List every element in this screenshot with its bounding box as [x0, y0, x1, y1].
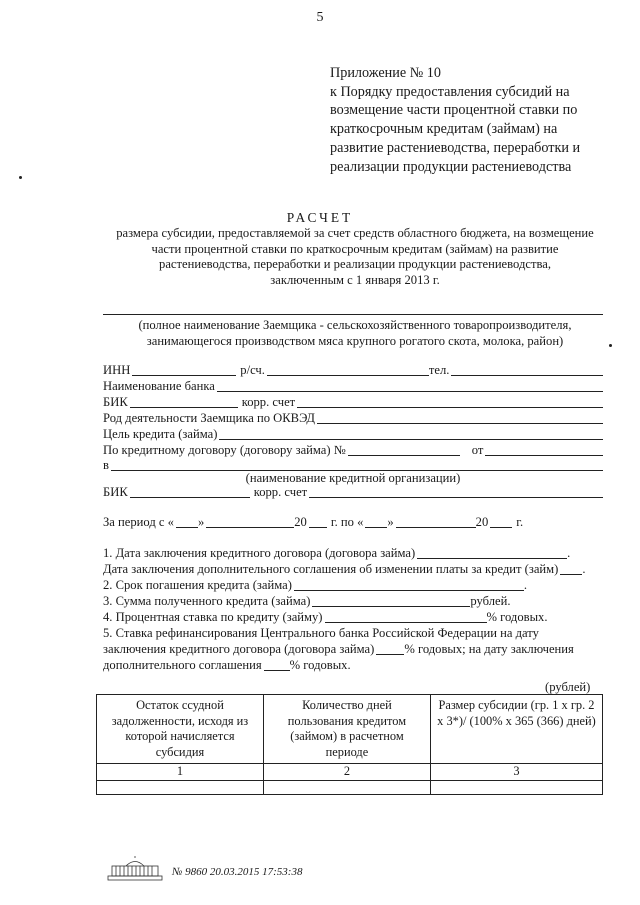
row-item5-line1	[103, 625, 603, 641]
table-header-row	[97, 695, 603, 764]
item2-end: .	[523, 577, 528, 592]
borrower-name-field[interactable]	[103, 314, 603, 315]
item4-label: 4. Процентная ставка по кредиту (займу)	[103, 609, 323, 624]
corr-account-label: корр. счет	[241, 394, 296, 409]
corr-account2-field[interactable]	[309, 484, 603, 498]
loan-purpose-label: Цель кредита (займа)	[103, 426, 218, 441]
appendix-line: краткосрочным кредитам (займам) на	[330, 121, 558, 138]
item1-end: .	[567, 545, 571, 560]
item1-field[interactable]	[417, 545, 567, 559]
item5-label-d: % годовых.	[289, 657, 351, 672]
item2-field[interactable]	[294, 577, 524, 591]
row-item5-line2	[103, 641, 603, 657]
item3-field[interactable]	[312, 593, 470, 607]
phone-field[interactable]	[451, 362, 603, 376]
table-header-cell: Размер субсидии (гр. 1 х гр. 2 х 3*)/ (100% х 365 (366) дней)	[430, 695, 602, 764]
row-item2	[103, 577, 603, 593]
item1b-label: Дата заключения дополнительного соглашения об изменении платы за кредит (займ)	[103, 561, 559, 576]
credit-org-field[interactable]	[111, 457, 603, 471]
table-unit: (рублей)	[545, 680, 591, 694]
period-start-day-field[interactable]	[176, 514, 198, 528]
building-stamp-icon	[106, 856, 164, 882]
period-end-label: г.	[516, 514, 524, 529]
item5-label-b: % годовых; на дату заключения	[404, 641, 574, 656]
table-number-cell: 2	[263, 764, 430, 781]
bik2-label: БИК	[103, 484, 128, 499]
period-quote: »	[197, 514, 205, 529]
loan-purpose-field[interactable]	[219, 426, 603, 440]
item4-end: % годовых.	[486, 609, 548, 624]
note-line: (полное наименование Заемщика - сельскохозяйственного товаропроизводителя,	[138, 318, 572, 332]
row-item5-line3	[103, 657, 603, 673]
item5-refinance-rate-field[interactable]	[376, 641, 404, 655]
row-period	[103, 514, 603, 530]
loan-contract-date-field[interactable]	[485, 442, 603, 456]
account-label: р/сч.	[240, 362, 265, 377]
subtitle-line: размера субсидии, предоставляемой за счет средств областного бюджета, на возмещение	[116, 226, 594, 240]
row-inn	[103, 362, 603, 378]
in-label: в	[103, 457, 109, 472]
page-number: 5	[316, 10, 324, 25]
bank-name-label: Наименование банка	[103, 378, 215, 393]
inn-field[interactable]	[132, 362, 236, 376]
corr-account2-label: корр. счет	[253, 484, 308, 499]
calculation-subtitle	[95, 226, 615, 289]
row-item4	[103, 609, 603, 625]
period-end-month-field[interactable]	[396, 514, 476, 528]
row-contract	[103, 442, 603, 458]
document-registration-number: № 9860 20.03.2015 17:53:38	[172, 866, 303, 878]
appendix-title: Приложение № 10	[330, 65, 441, 81]
credit-org-note: (наименование кредитной организации)	[245, 471, 461, 485]
table-number-cell: 3	[430, 764, 602, 781]
subtitle-line: заключенным с 1 января 2013 г.	[270, 273, 440, 288]
borrower-name-note	[95, 318, 615, 349]
period-label: За период с «	[103, 514, 174, 529]
phone-label: тел.	[428, 362, 450, 377]
table-header-cell: Остаток ссудной задолженности, исходя из которой начисляется субсидия	[97, 695, 264, 764]
period-start-year-field[interactable]	[309, 514, 327, 528]
row-purpose	[103, 426, 603, 442]
item3-label: 3. Сумма полученного кредита (займа)	[103, 593, 311, 608]
scan-dot	[19, 176, 22, 179]
appendix-line: реализации продукции растениеводства	[330, 158, 572, 175]
item1b-end: .	[582, 561, 586, 576]
item2-label: 2. Срок погашения кредита (займа)	[103, 577, 292, 592]
item1b-field[interactable]	[560, 561, 582, 575]
account-field[interactable]	[267, 362, 429, 376]
note-line: занимающегося производством мяса крупного рогатого скота, молока, район)	[146, 333, 564, 348]
inn-label: ИНН	[103, 362, 131, 377]
period-mid-label: г. по «	[330, 514, 364, 529]
row-bik2	[103, 484, 603, 500]
okved-label: Род деятельности Заемщика по ОКВЭД	[103, 410, 315, 425]
item5-label: 5. Ставка рефинансирования Центрального банка Российской Федерации на дату	[103, 625, 539, 640]
corr-account-field[interactable]	[297, 394, 603, 408]
row-item1b	[103, 561, 603, 577]
bik2-field[interactable]	[130, 484, 250, 498]
row-bank	[103, 378, 603, 394]
bik-field[interactable]	[130, 394, 238, 408]
row-okved	[103, 410, 603, 426]
loan-contract-number-field[interactable]	[348, 442, 460, 456]
item1-label: 1. Дата заключения кредитного договора (договора займа)	[103, 545, 416, 560]
period-end-year-field[interactable]	[490, 514, 512, 528]
period-year-prefix: 20	[475, 514, 489, 529]
scan-dot	[609, 344, 612, 347]
period-quote: »	[387, 514, 394, 529]
calculation-title: РАСЧЕТ	[286, 210, 354, 225]
subtitle-line: части процентной ставки по краткосрочным кредитам (займам) на развитие	[151, 241, 559, 256]
okved-field[interactable]	[317, 410, 603, 424]
table-cell[interactable]	[430, 780, 602, 794]
bank-name-field[interactable]	[217, 378, 603, 392]
row-item1	[103, 545, 603, 561]
appendix-line: возмещение части процентной ставки по	[330, 102, 578, 119]
item5-label-c: дополнительного соглашения	[103, 657, 262, 672]
period-year-prefix: 20	[294, 514, 307, 529]
item5-supplement-rate-field[interactable]	[264, 657, 290, 671]
bik-label: БИК	[103, 394, 128, 409]
table-number-row	[97, 764, 603, 781]
table-cell[interactable]	[97, 780, 264, 794]
appendix-line: развитие растениеводства, переработки и	[330, 139, 581, 156]
item3-end: рублей.	[470, 593, 511, 608]
table-number-cell: 1	[97, 764, 264, 781]
item4-field[interactable]	[325, 609, 487, 623]
table-cell[interactable]	[263, 780, 430, 794]
period-start-month-field[interactable]	[206, 514, 294, 528]
loan-contract-label: По кредитному договору (договору займа) №	[103, 442, 346, 457]
row-item3	[103, 593, 603, 609]
table-header-cell: Количество дней пользования кредитом (займом) в расчетном периоде	[263, 695, 430, 764]
subtitle-line: растениеводства, переработки и реализации продукции растениеводства,	[159, 257, 551, 272]
from-label: от	[471, 442, 484, 457]
row-bik	[103, 394, 603, 410]
item5-label-a: заключения кредитного договора (договора займа)	[103, 641, 375, 656]
appendix-block	[330, 64, 620, 176]
appendix-line: к Порядку предоставления субсидий на	[330, 83, 570, 100]
period-end-day-field[interactable]	[365, 514, 387, 528]
subsidy-table	[96, 694, 603, 795]
table-row	[97, 780, 603, 794]
